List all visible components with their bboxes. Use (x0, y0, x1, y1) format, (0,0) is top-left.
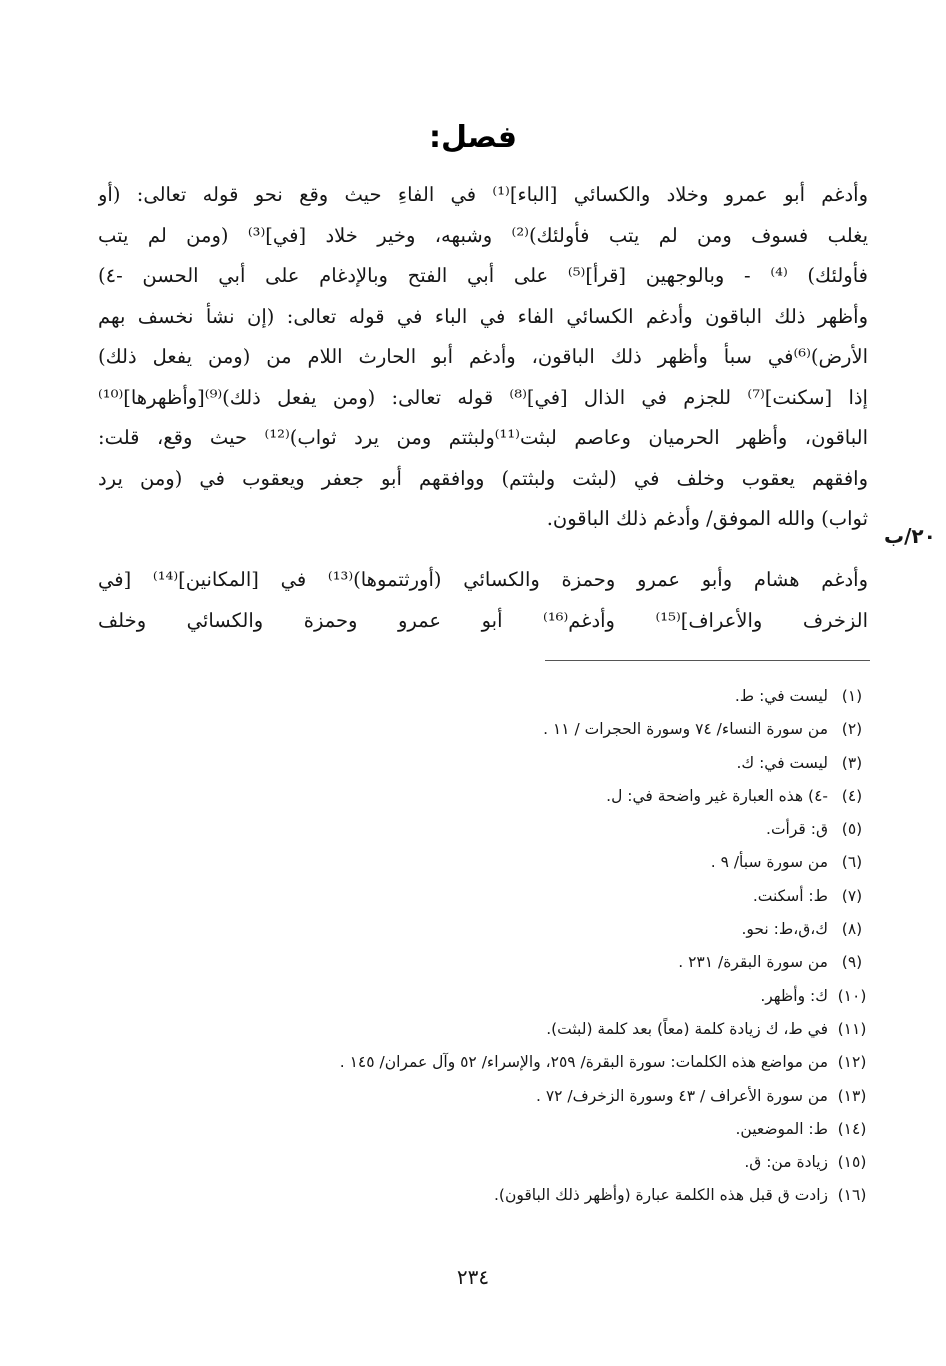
footnote-number: (٦) (841, 853, 863, 872)
text-line: ثواب) والله الموفق/ وأدغم ذلك الباقون. (546, 507, 868, 530)
text-line: يغلب فسوف ومن لم يتب فأولئك)⁽²⁾ وشبهه، وخير خلاد [في]⁽³⁾ (ومن لم يتب (98, 223, 868, 247)
footnote (56, 813, 876, 846)
text-line: وافقهم يعقوب وخلف في (لبثت ولبثتم) ووافقهم أبو جعفر ويعقوب في (ومن يرد (98, 466, 868, 490)
text-line: إذا [سكنت]⁽⁷⁾ للجزم في الذال [في]⁽⁸⁾ قوله تعالى: (ومن يفعل ذلك)⁽⁹⁾[وأظهرها]⁽¹⁰⁾ (98, 385, 868, 409)
footnote-number: (١٣) (837, 1086, 867, 1105)
footnote-number: (٤) (841, 786, 863, 805)
footnote-number: (١١) (837, 1019, 867, 1038)
footnote-separator (545, 660, 870, 661)
footnote-text: زيادة من: ق. (744, 1153, 828, 1172)
footnotes-list (56, 680, 876, 1213)
footnote-number: (١٤) (837, 1119, 867, 1138)
footnote (56, 946, 876, 979)
section-heading: فصل: (429, 120, 517, 155)
footnote (56, 780, 876, 813)
footnote-text: في ط، ك زيادة كلمة (معاً) بعد كلمة (لبثت). (546, 1019, 828, 1038)
page-number: ٢٣٤ (456, 1265, 490, 1289)
footnote-number: (١) (841, 687, 863, 705)
text-line: الأرض)⁽⁶⁾في سبأ وأظهر ذلك الباقون، وأدغم أبو الحارث اللام من (ومن يفعل ذلك) (98, 345, 868, 368)
footnote-number: (٧) (841, 886, 863, 905)
text-line: الزخرف والأعراف]⁽¹⁵⁾ وأدغم⁽¹⁶⁾ أبو عمرو وحمزة والكسائي وخلف (98, 608, 868, 632)
footnote-text: من سورة الأعراف / ٤٣ وسورة الزخرف/ ٧٢ . (535, 1086, 828, 1105)
footnote (56, 880, 876, 913)
paragraph-1 (98, 175, 868, 540)
footnote (56, 1046, 876, 1079)
footnote-number: (١٦) (837, 1186, 867, 1205)
manuscript-folio-marker: ٢٠/ب (884, 524, 936, 548)
footnote-number: (٢) (841, 720, 863, 739)
footnote-number: (١٢) (837, 1053, 867, 1072)
footnote-text: ليست في: ك. (736, 753, 828, 772)
text-line: الباقون، وأظهر الحرميان وعاصم لبثت⁽¹¹⁾ولبثتم ومن يرد ثواب)⁽¹²⁾ حيث وقع، قلت: (98, 426, 868, 449)
footnote (56, 980, 876, 1013)
footnote (56, 1080, 876, 1113)
footnote-number: (٩) (841, 953, 863, 972)
footnote (56, 1146, 876, 1179)
footnote-text: من سورة سبأ/ ٩ . (710, 853, 828, 872)
footnote-number: (٣) (841, 753, 863, 772)
footnote (56, 1013, 876, 1046)
text-line: فأولئك) ⁽⁴⁾ - وبالوجهين [قرأ]⁽⁵⁾ على أبي الفتح وبالإدغام على أبي الحسن -٤) (98, 264, 868, 287)
footnote-number: (٥) (841, 820, 863, 839)
footnote (56, 913, 876, 946)
text-line: وأدغم أبو عمرو وخلاد والكسائي [الباء]⁽¹⁾ في الفاءِ حيث وقع نحو قوله تعالى: (أو (98, 183, 868, 206)
footnote-number: (١٠) (837, 986, 867, 1005)
footnote (56, 1179, 876, 1212)
footnote (56, 713, 876, 746)
footnote-number: (٨) (841, 920, 863, 939)
footnote-text: ط: أسكنت. (752, 886, 828, 905)
footnote-text: من سورة النساء/ ٧٤ وسورة الحجرات / ١١ . (543, 720, 828, 739)
footnote-number: (١٥) (837, 1153, 867, 1172)
footnote (56, 1113, 876, 1146)
footnote (56, 846, 876, 879)
footnote-text: من سورة البقرة/ ٢٣١ . (678, 953, 828, 972)
footnote-text: ك: وأظهر. (760, 986, 828, 1005)
text-line: وأظهر ذلك الباقون وأدغم الكسائي الفاء في الباء في قوله تعالى: (إن نشأ نخسف بهم (98, 304, 868, 328)
paragraph-2 (98, 560, 868, 641)
footnote-text: زادت ق قبل هذه الكلمة عبارة (وأظهر ذلك الباقون). (494, 1186, 828, 1205)
footnote-text: ك،ق،ط: نحو. (741, 920, 828, 939)
footnote-text: ق: قرأت. (766, 820, 828, 839)
footnote-text: ط: الموضعين. (735, 1119, 828, 1138)
footnote (56, 747, 876, 780)
footnote-text: -٤) هذه العبارة غير واضحة في: ل. (606, 786, 828, 805)
text-line: وأدغم هشام وأبو عمرو وحمزة والكسائي (أورثتموها)⁽¹³⁾ في [المكانين]⁽¹⁴⁾ [في (98, 568, 868, 591)
footnote (56, 680, 876, 713)
footnote-text: من مواضع هذه الكلمات: سورة البقرة/ ٢٥٩، والإسراء/ ٥٢ وآل عمران/ ١٤٥ . (339, 1053, 828, 1072)
footnote-text: ليست في: ط. (734, 687, 828, 705)
